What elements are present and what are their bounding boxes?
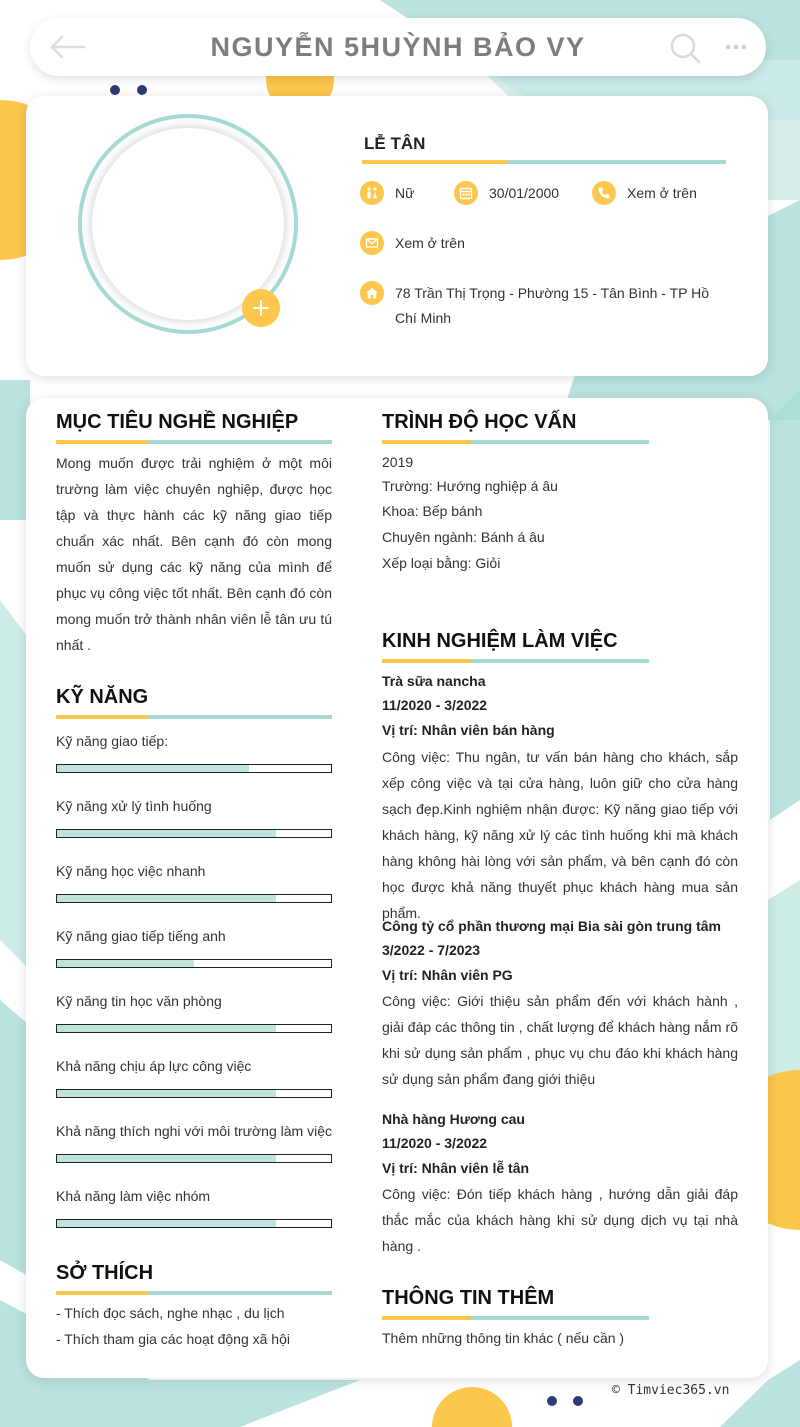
address-value: 78 Trần Thị Trọng - Phường 15 - Tân Bình - TP Hồ Chí Minh [395,285,710,326]
skill-label: Khả năng làm việc nhóm [56,1188,211,1204]
hobby-item: - Thích tham gia các hoạt động xã hội [56,1331,290,1347]
job-title: LỄ TÂN [364,134,426,153]
skill-level-bar [56,959,332,968]
skill-level-bar [56,1219,332,1228]
skill-level-fill [57,895,276,902]
extra-info-title: THÔNG TIN THÊM [382,1287,555,1309]
phone-value: Xem ở trên [627,185,697,201]
skill-level-bar [56,1024,332,1033]
education-year: 2019 [382,454,414,470]
education-faculty: Khoa: Bếp bánh [382,503,483,519]
phone-icon [592,181,616,205]
skills-underline [56,715,332,719]
profile-card [26,96,768,376]
skill-level-fill [57,1090,276,1097]
address-field [360,281,730,331]
skill-level-fill [57,1220,276,1227]
resume-body-card [26,398,768,1378]
education-grade: Xếp loại bằng: Giỏi [382,555,501,571]
gender-value: Nữ [395,185,415,201]
skill-label: Kỹ năng học việc nhanh [56,863,206,879]
gender-field [360,181,414,205]
header-bar [30,18,766,76]
hobbies-underline [56,1291,332,1295]
hobbies-title: SỞ THÍCH [56,1262,154,1284]
email-value: Xem ở trên [395,235,465,251]
skill-level-fill [57,1155,276,1162]
skill-level-fill [57,765,249,772]
job-description: Công việc: Thu ngân, tư vấn bán hàng cho khách, sắp xếp công việc và tại cửa hàng, luôn giữ cho cửa hàng sạch đẹp.Kinh nghiệm nhận được: Kỹ năng giao tiếp với khách hàng, kỹ năng xử lý các tình huống khi mà khách hàng không hài lòng với sản phẩm, và bên cạnh đó còn học được khả năng thuyết phục khách hàng mua sản phẩm. [382,749,738,921]
plus-icon [251,298,271,318]
birthdate-field [454,181,559,205]
skill-label: Kỹ năng giao tiếp tiếng anh [56,928,226,944]
skill-level-fill [57,960,194,967]
objective-underline [56,440,332,444]
hobby-item: - Thích đọc sách, nghe nhạc , du lịch [56,1305,285,1321]
skills-title: KỸ NĂNG [56,686,149,708]
page-title: NGUYỄN 5HUỲNH BẢO VY [210,31,586,62]
skill-level-fill [57,830,276,837]
job-company: Công tỷ cổ phần thương mại Bia sài gòn trung tâm [382,918,721,934]
skill-level-bar [56,1154,332,1163]
objective-title: MỤC TIÊU NGHỀ NGHIỆP [56,411,299,433]
skill-level-bar [56,894,332,903]
gender-icon [360,181,384,205]
job-period: 11/2020 - 3/2022 [382,697,488,713]
more-icon[interactable] [724,40,748,54]
experience-underline [382,659,649,663]
education-major: Chuyên ngành: Bánh á âu [382,529,545,545]
avatar-add-button[interactable] [242,289,280,327]
home-icon [360,281,384,305]
education-school: Trường: Hướng nghiệp á âu [382,478,558,494]
job-position: Vị trí: Nhân viên lễ tân [382,1160,530,1176]
calendar-icon [454,181,478,205]
back-arrow-icon[interactable] [48,33,86,61]
skill-label: Khả năng chịu áp lực công việc [56,1058,252,1074]
job-description: Công việc: Giới thiệu sản phẩm đến với khách hành , giải đáp các thông tin , chất lượng để khách hàng nắm rõ khi sử dụng sản phẩm , phục vụ chu đáo khi khách hàng sử dụng sản phẩm đang giới thiệu [382,993,738,1087]
extra-info-text: Thêm những thông tin khác ( nếu cần ) [382,1330,625,1346]
skill-level-bar [56,764,332,773]
job-position: Vị trí: Nhân viên bán hàng [382,722,555,738]
skill-level-bar [56,1089,332,1098]
extra-info-underline [382,1316,649,1320]
email-field [360,231,465,255]
education-title: TRÌNH ĐỘ HỌC VẤN [382,411,577,433]
birthdate-value: 30/01/2000 [489,185,560,201]
skill-level-bar [56,829,332,838]
job-title-underline [362,160,726,164]
email-icon [360,231,384,255]
search-icon[interactable] [668,31,702,65]
skill-label: Kỹ năng xử lý tình huống [56,798,212,814]
education-underline [382,440,649,444]
job-position: Vị trí: Nhân viên PG [382,967,513,983]
job-period: 3/2022 - 7/2023 [382,942,481,958]
footer-watermark: © Timviec365.vn [612,1383,730,1398]
objective-text: Mong muốn được trải nghiệm ở một môi trường làm việc chuyên nghiệp, được học tập và thực hành các kỹ năng giao tiếp chuẩn xác nhất. Bên cạnh đó còn mong muốn sử dụng các kỹ năng của mình để phục vụ công việc tốt nhất. Bên cạnh đó còn mong muốn trở thành nhân viên lễ tân ưu tú nhất . [56,455,332,653]
phone-field [592,181,697,205]
skill-label: Kỹ năng giao tiếp: [56,733,169,749]
skill-label: Kỹ năng tin học văn phòng [56,993,222,1009]
job-company: Trà sữa nancha [382,673,486,689]
job-period: 11/2020 - 3/2022 [382,1135,488,1151]
skill-level-fill [57,1025,276,1032]
job-description: Công việc: Đón tiếp khách hàng , hướng dẫn giải đáp thắc mắc của khách hàng khi sử dụng dịch vụ tại nhà hàng . [382,1186,738,1254]
job-company: Nhà hàng Hương cau [382,1111,525,1127]
experience-title: KINH NGHIỆM LÀM VIỆC [382,630,618,652]
skill-label: Khả năng thích nghi với môi trường làm việc [56,1123,332,1139]
